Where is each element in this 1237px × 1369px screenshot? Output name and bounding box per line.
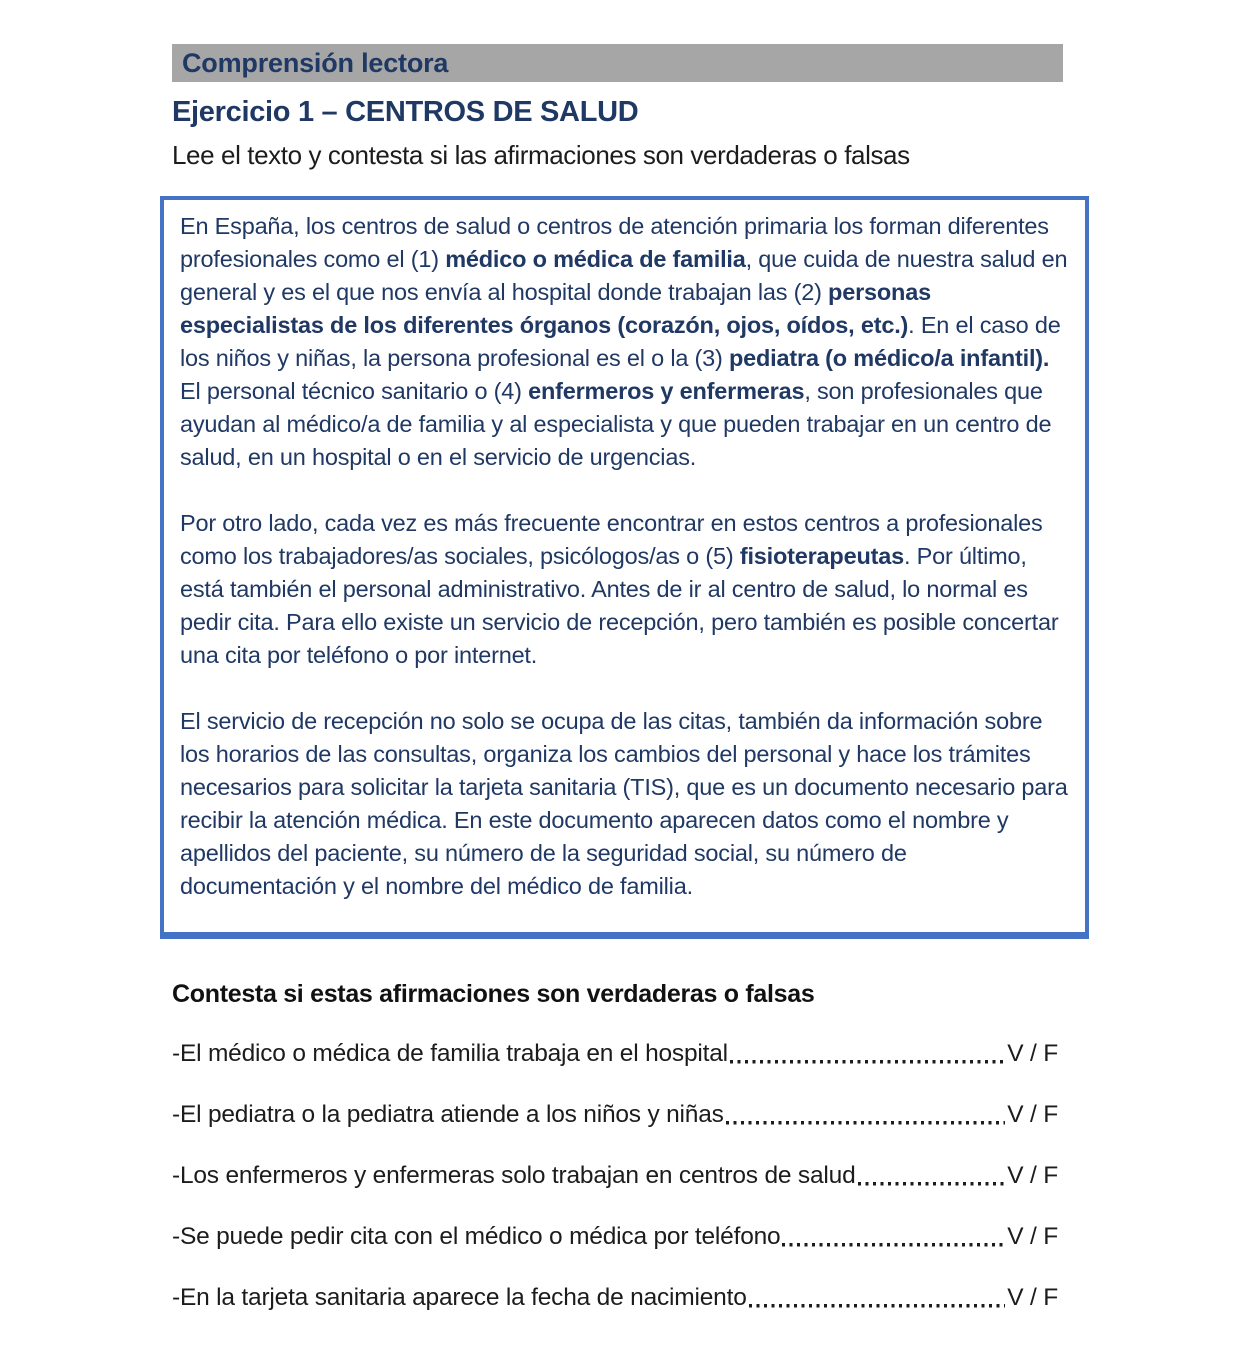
vocabulary-term: fisioterapeutas <box>739 543 904 569</box>
statement-text: -El pediatra o la pediatra atiende a los niños y niñas <box>172 1101 724 1128</box>
dot-leader <box>749 1282 1006 1314</box>
vocabulary-term: personas especialistas de los diferentes órganos (corazón, ojos, oídos, etc.) <box>180 279 931 338</box>
statement-text: -El médico o médica de familia trabaja en el hospital <box>172 1040 728 1067</box>
statement-row-2 <box>172 1099 1058 1131</box>
exercise-title: Ejercicio 1 – CENTROS DE SALUD <box>172 96 639 128</box>
section-header-bar <box>172 44 1063 82</box>
passage-text: . Por último, está también el personal administrativo. Antes de ir al centro de salud, lo normal es pedir cita. Para ello existe un servicio de recepción, pero también es posible concertar una cita por teléfono o por internet. <box>180 543 1059 668</box>
true-false-options: V / F <box>1007 1040 1058 1067</box>
dot-leader <box>730 1038 1005 1070</box>
statement-row-1 <box>172 1038 1058 1070</box>
dot-leader <box>782 1221 1005 1253</box>
reading-paragraph-2 <box>180 507 1069 672</box>
reading-paragraph-3 <box>180 705 1069 903</box>
statement-row-3 <box>172 1160 1058 1192</box>
dot-leader <box>726 1099 1006 1131</box>
passage-text: El personal técnico sanitario o (4) <box>180 378 529 404</box>
questions-section <box>172 979 1058 1314</box>
vocabulary-term: médico o médica de familia <box>445 246 746 272</box>
true-false-options: V / F <box>1007 1223 1058 1250</box>
true-false-options: V / F <box>1007 1101 1058 1128</box>
statement-row-5 <box>172 1282 1058 1314</box>
true-false-options: V / F <box>1007 1284 1058 1311</box>
vocabulary-term: pediatra (o médico/a infantil). <box>729 345 1050 371</box>
passage-text: Por otro lado, cada vez es más frecuente encontrar en estos centros a profesionales como los trabajadores/as sociales, psicólogos/as o (5) <box>180 510 1043 569</box>
statement-row-4 <box>172 1221 1058 1253</box>
section-title: Comprensión lectora <box>182 47 449 78</box>
true-false-options: V / F <box>1007 1162 1058 1189</box>
reading-text-box <box>160 196 1089 939</box>
passage-text: . En el caso de los niños y niñas, la persona profesional es el o la (3) <box>180 312 1061 371</box>
questions-heading: Contesta si estas afirmaciones son verdaderas o falsas <box>172 980 815 1008</box>
passage-text: , que cuida de nuestra salud en general y es el que nos envía al hospital donde trabajan las (2) <box>180 246 1068 305</box>
dot-leader <box>858 1160 1006 1192</box>
statement-text: -Se puede pedir cita con el médico o médica por teléfono <box>172 1223 781 1250</box>
reading-paragraph-1 <box>180 210 1069 474</box>
passage-text: En España, los centros de salud o centros de atención primaria los forman diferentes profesionales como el (1) <box>180 213 1049 272</box>
vocabulary-term: enfermeros y enfermeras <box>528 378 805 404</box>
statement-text: -Los enfermeros y enfermeras solo trabajan en centros de salud <box>172 1162 856 1189</box>
passage-text: El servicio de recepción no solo se ocupa de las citas, también da información sobre los horarios de las consultas, organiza los cambios del personal y hace los trámites necesarios para solicitar la tarjeta sanitaria (TIS), que es un documento necesario para recibir la atención médica. En este documento aparecen datos como el nombre y apellidos del paciente, su número de la seguridad social, su número de documentación y el nombre del médico de familia. <box>180 708 1068 899</box>
statement-text: -En la tarjeta sanitaria aparece la fecha de nacimiento <box>172 1284 747 1311</box>
passage-text: , son profesionales que ayudan al médico/a de familia y al especialista y que pueden trabajar en un centro de salud, en un hospital o en el servicio de urgencias. <box>180 378 1052 470</box>
exercise-instructions: Lee el texto y contesta si las afirmaciones son verdaderas o falsas <box>172 140 910 170</box>
